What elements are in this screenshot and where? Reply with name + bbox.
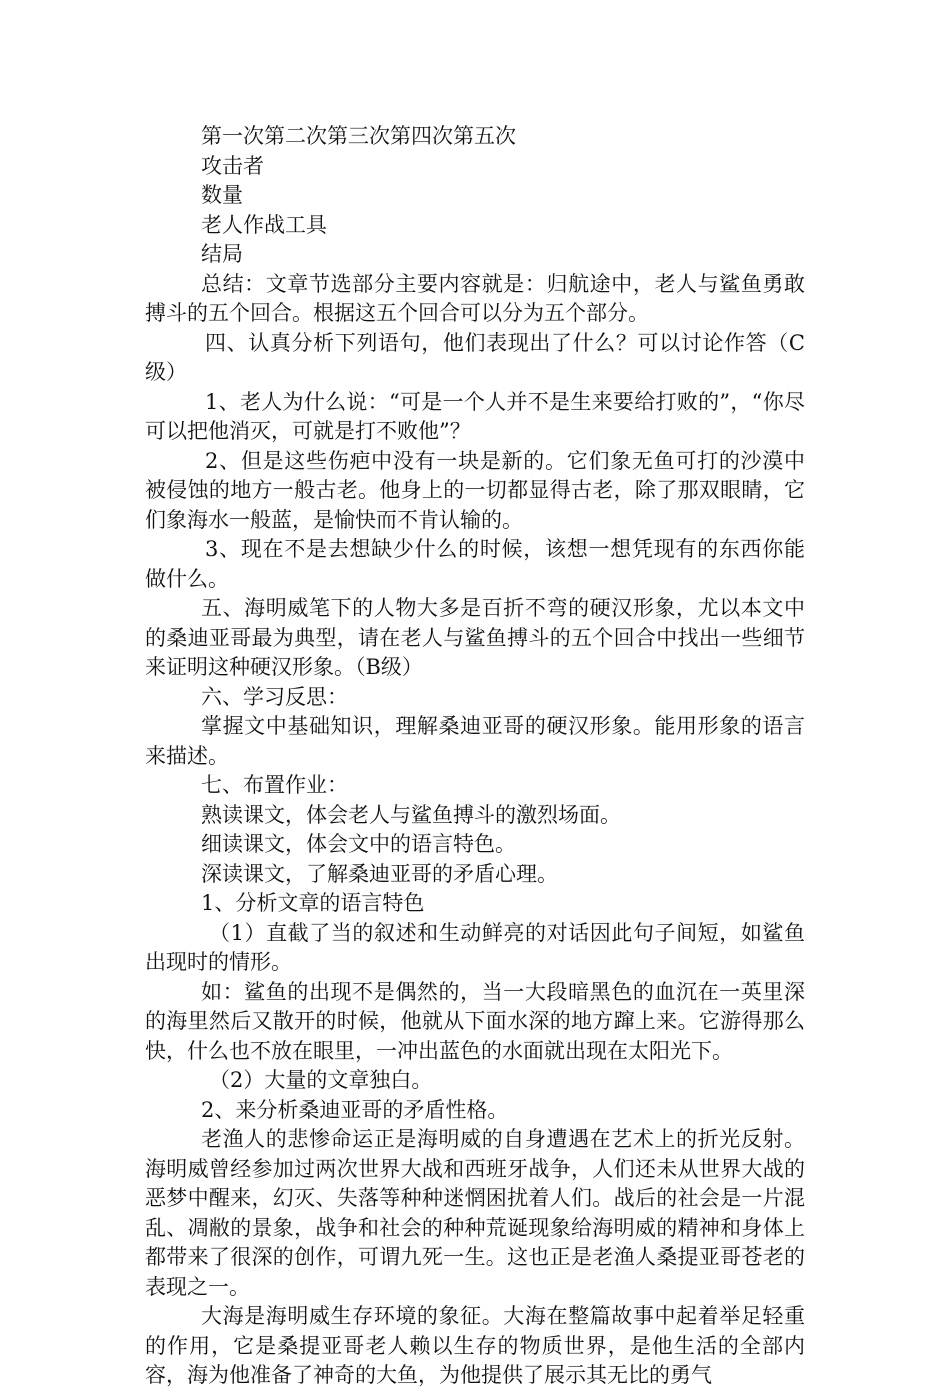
paragraph: 细读课文，体会文中的语言特色。 — [201, 832, 516, 856]
paragraph: 2、来分析桑迪亚哥的矛盾性格。 — [201, 1097, 509, 1122]
paragraph: 2、但是这些伤疤中没有一块是新的。它们象无鱼可打的沙漠中被侵蚀的地方一般古老。他身上的一切都显得古老，除了那双眼睛，它们象海水一般蓝，是愉快而不肯认输的。 — [145, 448, 805, 532]
paragraph: 结局 — [201, 242, 243, 266]
paragraph: 掌握文中基础知识，理解桑迪亚哥的硬汉形象。能用形象的语言来描述。 — [145, 714, 805, 768]
document-body — [145, 122, 805, 1391]
paragraph: 大海是海明威生存环境的象征。大海在整篇故事中起着举足轻重的作用，它是桑提亚哥老人赖以生存的物质世界，是他生活的全部内容，海为他准备了神奇的大鱼，为他提供了展示其无比的勇气 — [145, 1304, 805, 1387]
paragraph: 1、分析文章的语言特色 — [201, 891, 425, 915]
paragraph: （2）大量的文章独白。 — [209, 1068, 433, 1092]
paragraph: 数量 — [201, 183, 243, 207]
paragraph: 七、布置作业： — [201, 773, 348, 797]
paragraph: 五、海明威笔下的人物大多是百折不弯的硬汉形象，尤以本文中的桑迪亚哥最为典型，请在老人与鲨鱼搏斗的五个回合中找出一些细节来证明这种硬汉形象。（B级） — [145, 596, 805, 679]
paragraph: 熟读课文，体会老人与鲨鱼搏斗的激烈场面。 — [201, 802, 621, 827]
paragraph: （1）直截了当的叙述和生动鲜亮的对话因此句子间短，如鲨鱼出现时的情形。 — [145, 920, 805, 974]
paragraph: 深读课文，了解桑迪亚哥的矛盾心理。 — [201, 861, 558, 886]
paragraph: 第一次第二次第三次第四次第五次 — [201, 124, 516, 148]
paragraph: 3、现在不是去想缺少什么的时候，该想一想凭现有的东西你能做什么。 — [145, 537, 805, 591]
paragraph: 1、老人为什么说：“可是一个人并不是生来要给打败的”，“你尽可以把他消灭，可就是打不败他”？ — [145, 389, 805, 443]
paragraph: 如：鲨鱼的出现不是偶然的，当一大段暗黑色的血沉在一英里深的海里然后又散开的时候，他就从下面水深的地方蹿上来。它游得那么快，什么也不放在眼里，一冲出蓝色的水面就出现在太阳光下。 — [145, 979, 805, 1063]
paragraph: 攻击者 — [201, 153, 264, 178]
paragraph: 老人作战工具 — [201, 212, 327, 237]
paragraph: 六、学习反思： — [201, 684, 348, 709]
paragraph: 总结：文章节选部分主要内容就是：归航途中，老人与鲨鱼勇敢搏斗的五个回合。根据这五个回合可以分为五个部分。 — [145, 271, 805, 325]
paragraph: 老渔人的悲惨命运正是海明威的自身遭遇在艺术上的折光反射。海明威曾经参加过两次世界大战和西班牙战争，人们还未从世界大战的恶梦中醒来，幻灭、失落等种种迷惘困扰着人们。战后的社会是一片混乱、凋敝的景象，战争和社会的种种荒诞现象给海明威的精神和身体上都带来了很深的创作，可谓九死一生。这也正是老渔人桑提亚哥苍老的表现之一。 — [145, 1127, 805, 1299]
paragraph: 四、认真分析下列语句，他们表现出了什么？可以讨论作答（C级） — [145, 330, 805, 384]
